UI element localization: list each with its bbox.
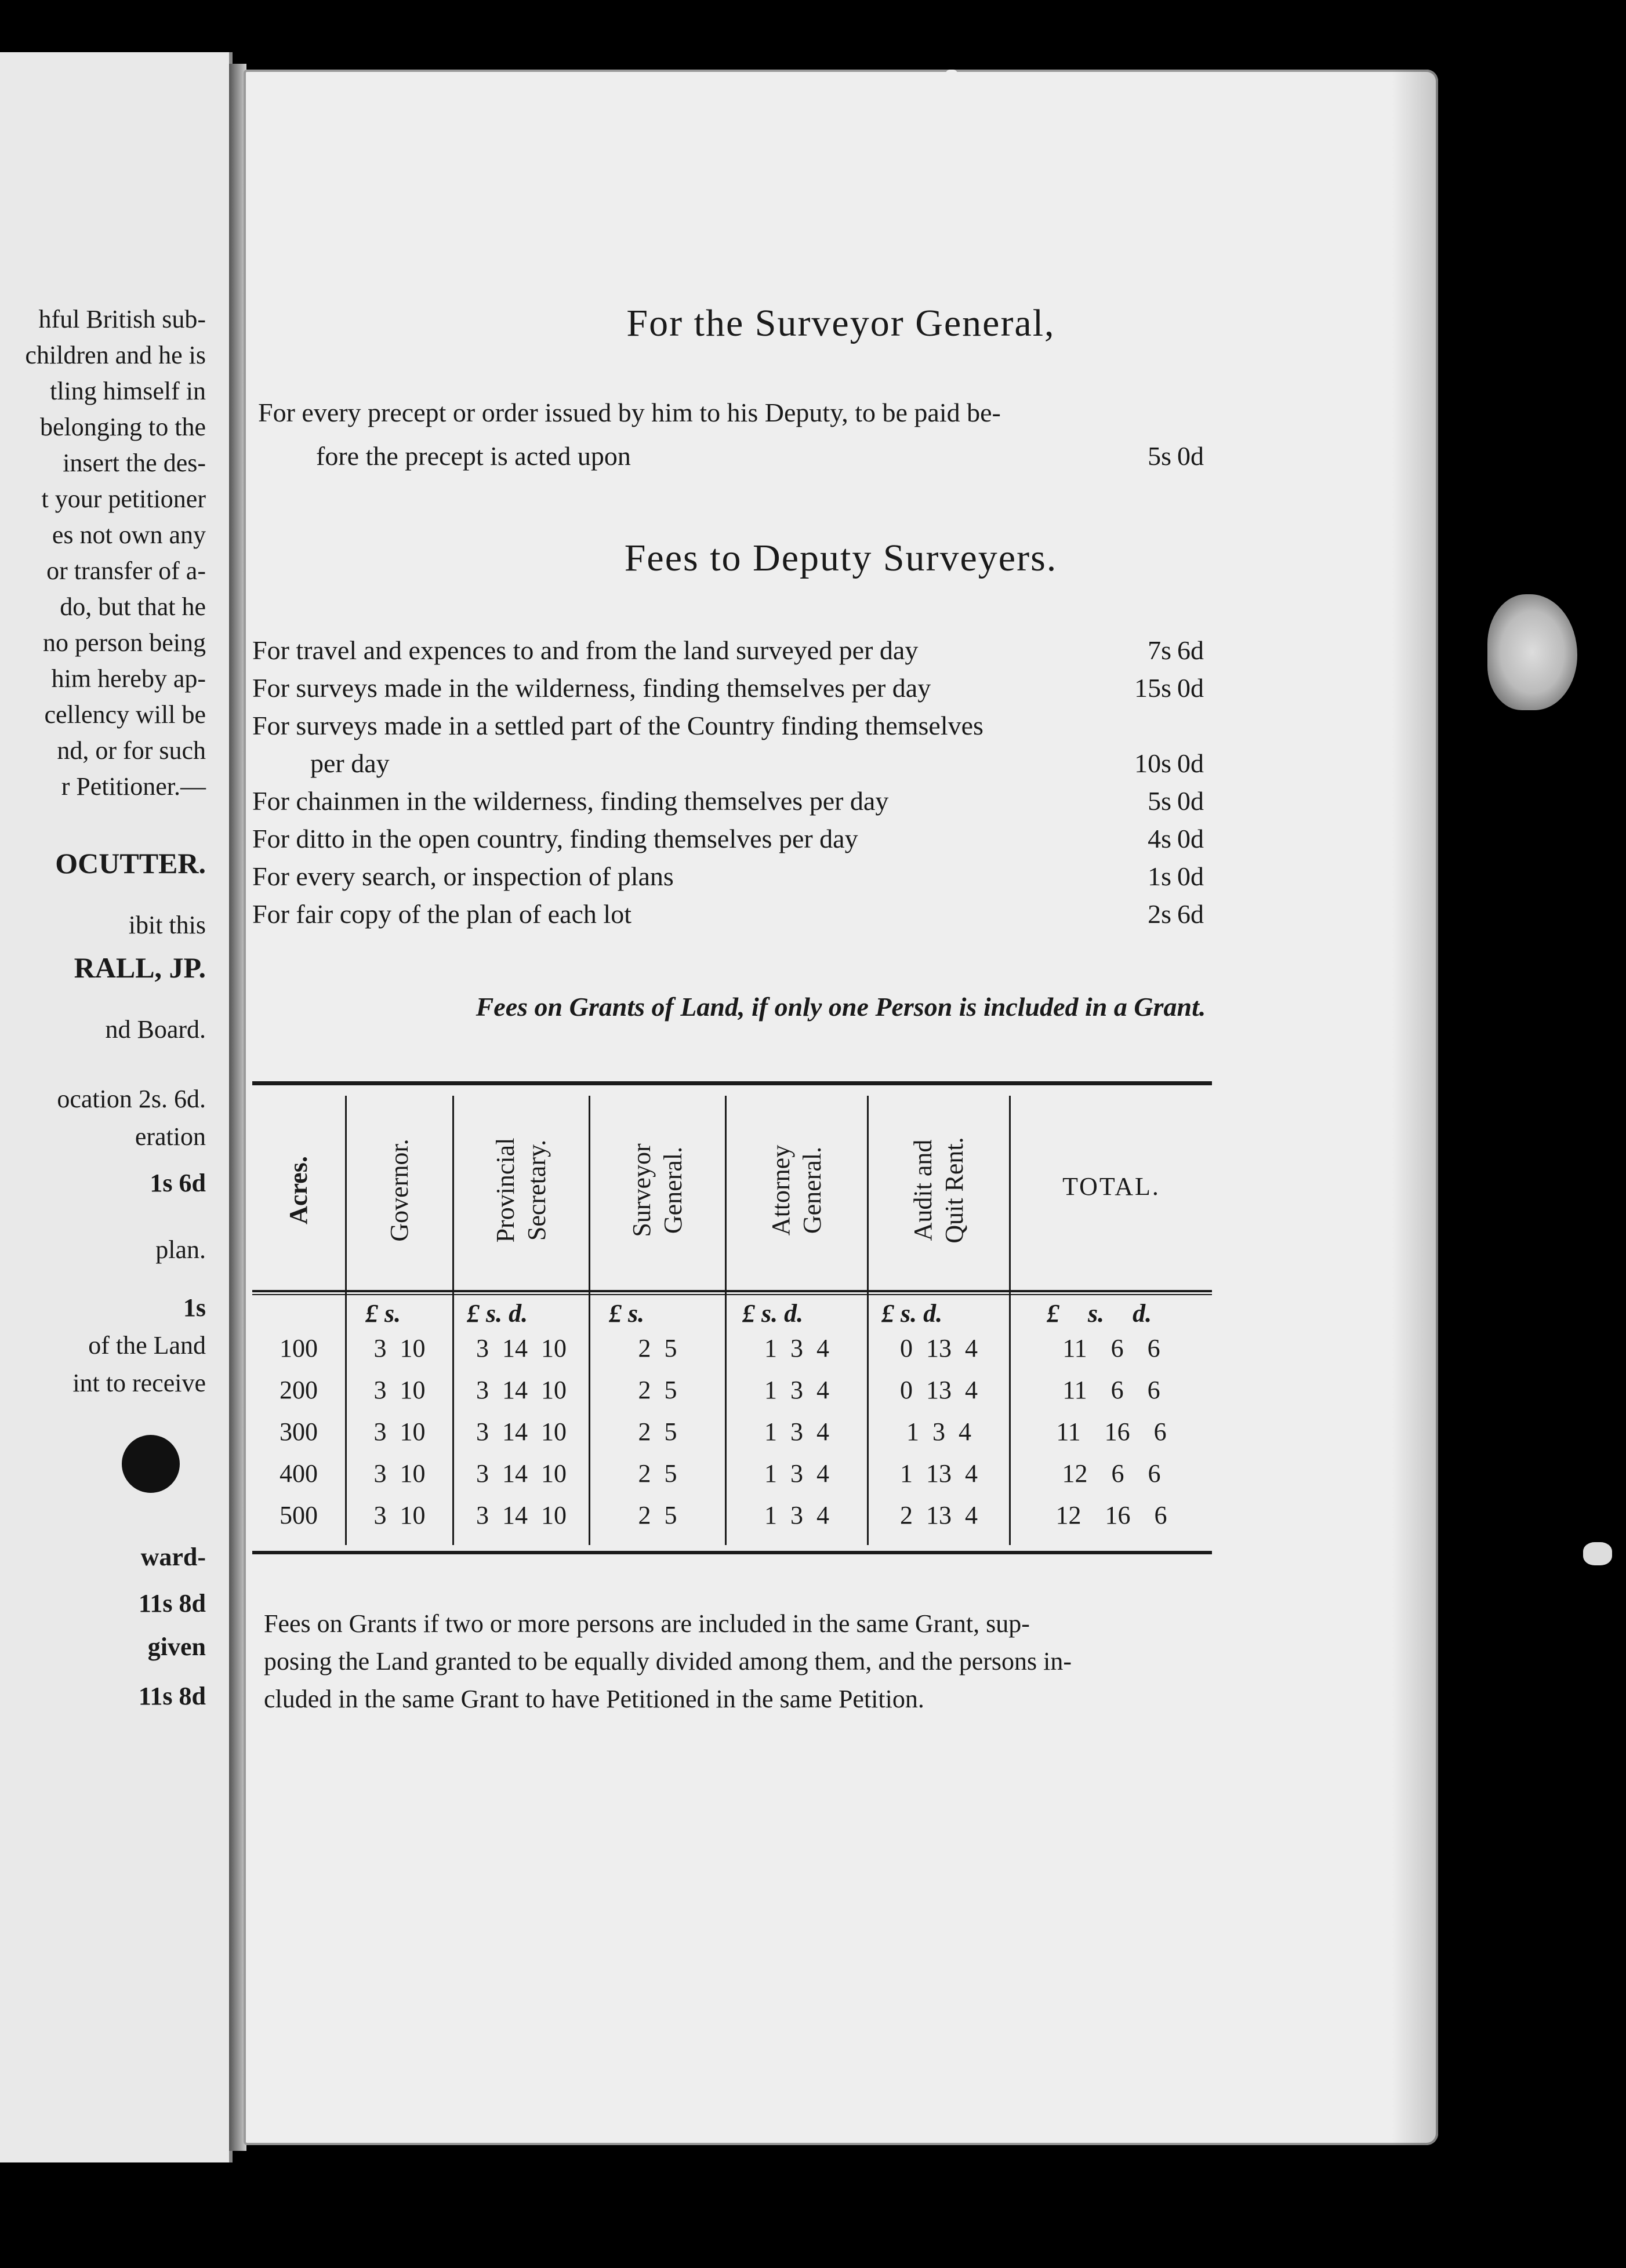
unit-governor: £ s.	[365, 1299, 401, 1328]
cell-audit: 0 13 4	[900, 1376, 978, 1404]
left-cutter: OCUTTER.	[55, 847, 206, 879]
cell-audit: 0 13 4	[900, 1334, 978, 1362]
cell-acres: 200	[280, 1376, 318, 1404]
note-line-3: cluded in the same Grant to have Petitioned in the same Petition.	[264, 1685, 924, 1713]
paper-speck	[1583, 1542, 1612, 1565]
surveyor-general-text-2: fore the precept is acted upon	[316, 441, 631, 471]
left-line: or transfer of a-	[46, 557, 206, 585]
grants-table	[244, 70, 1438, 2145]
cell-governor: 3 10	[373, 1459, 426, 1488]
header-general-line: General.	[798, 1146, 826, 1234]
left-line: children and he is	[25, 341, 206, 369]
surveyor-general-heading: For the Surveyor General,	[626, 302, 1055, 344]
header-audit-line: Audit and	[909, 1139, 937, 1241]
cell-provincial: 3 14 10	[476, 1334, 567, 1362]
header-governor-text: Governor.	[385, 1138, 413, 1242]
cell-provincial: 3 14 10	[476, 1418, 567, 1446]
previous-page	[0, 52, 233, 2162]
header-audit-quit-rent	[869, 1090, 1009, 1290]
header-attorney-general	[727, 1090, 867, 1290]
document-page	[244, 70, 1438, 2145]
header-total: TOTAL.	[1062, 1172, 1160, 1201]
cell-total: 12 16 6	[1055, 1501, 1167, 1529]
cell-acres: 300	[280, 1418, 318, 1446]
header-surveyor-line: Surveyor	[627, 1143, 656, 1237]
surveyor-general-shillings: 5s	[1148, 441, 1171, 471]
left-line: no person being	[42, 628, 206, 657]
left-of-the-land: of the Land	[88, 1331, 206, 1360]
header-governor	[347, 1090, 452, 1290]
header-audit-quit-rent-text	[908, 1137, 970, 1243]
deputy-surveyors-heading: Fees to Deputy Surveyers.	[624, 537, 1058, 579]
cell-governor: 3 10	[373, 1376, 426, 1404]
cell-surveyor: 2 5	[638, 1459, 677, 1488]
deputy-fee-pence: 0d	[1177, 673, 1204, 703]
left-line: insert the des-	[63, 449, 206, 477]
left-amount-3: 11s 8d	[138, 1589, 206, 1618]
cell-surveyor: 2 5	[638, 1376, 677, 1404]
deputy-fee-text: For every search, or inspection of plans	[252, 862, 674, 891]
deputy-fee-pence: 6d	[1177, 635, 1204, 665]
deputy-fee-text: For chainmen in the wilderness, finding themselves per day	[252, 786, 889, 816]
header-surveyor-general	[590, 1090, 725, 1290]
left-rall: RALL, JP.	[74, 951, 206, 984]
cell-total: 11 6 6	[1062, 1376, 1160, 1404]
header-attorney-line: Attorney	[767, 1144, 795, 1235]
cell-audit: 1 3 4	[906, 1418, 971, 1446]
unit-surveyor: £ s.	[609, 1299, 645, 1328]
left-ward: ward-	[140, 1543, 206, 1571]
left-line: tling himself in	[50, 377, 206, 405]
table-header-rule	[252, 1294, 1212, 1295]
header-secretary-line: Secretary.	[522, 1139, 551, 1241]
deputy-fee-shillings: 4s	[1148, 824, 1171, 853]
deputy-fee-text: per day	[310, 748, 390, 778]
header-provincial-secretary	[454, 1090, 589, 1290]
header-attorney-general-text	[765, 1144, 828, 1235]
header-provincial-line: Provincial	[491, 1137, 520, 1242]
ink-blot	[122, 1435, 180, 1493]
unit-provincial: £ s. d.	[467, 1299, 528, 1328]
header-quit-rent-line: Quit Rent.	[940, 1136, 968, 1244]
left-amount-1: 1s 6d	[150, 1169, 206, 1197]
cell-governor: 3 10	[373, 1334, 426, 1362]
table-bottom-rule	[252, 1551, 1212, 1554]
cell-provincial: 3 14 10	[476, 1501, 567, 1529]
header-surveyor-general-text	[626, 1143, 689, 1237]
left-eration: eration	[135, 1122, 206, 1151]
header-provincial-secretary-text	[490, 1137, 553, 1242]
left-line: belonging to the	[40, 413, 206, 441]
previous-page-text	[25, 301, 206, 805]
header-acres-text: Acres.	[284, 1155, 313, 1224]
cell-acres: 100	[280, 1334, 318, 1362]
cell-attorney: 1 3 4	[764, 1459, 829, 1488]
table-header-rule	[252, 1290, 1212, 1292]
deputy-fee-pence: 0d	[1177, 824, 1204, 853]
header-general-line: General.	[659, 1146, 687, 1234]
deputy-fee-pence: 0d	[1177, 748, 1204, 778]
left-board: nd Board.	[105, 1015, 206, 1044]
unit-total: £ s. d.	[1047, 1299, 1152, 1328]
cell-audit: 1 13 4	[900, 1459, 978, 1488]
cell-acres: 500	[280, 1501, 318, 1529]
paper-speck	[945, 70, 958, 82]
note-line-2: posing the Land granted to be equally divided among them, and the persons in-	[264, 1647, 1072, 1675]
left-plan: plan.	[155, 1235, 206, 1264]
cell-audit: 2 13 4	[900, 1501, 978, 1529]
deputy-fee-shillings: 10s	[1134, 748, 1171, 778]
left-line: nd, or for such	[57, 736, 206, 765]
cell-surveyor: 2 5	[638, 1334, 677, 1362]
cell-governor: 3 10	[373, 1418, 426, 1446]
deputy-fee-text: For ditto in the open country, finding themselves per day	[252, 824, 858, 853]
surveyor-general-text-1: For every precept or order issued by him to his Deputy, to be paid be-	[258, 398, 1001, 427]
left-line: him hereby ap-	[51, 664, 206, 693]
deputy-fee-text: For surveys made in the wilderness, finding themselves per day	[252, 673, 931, 703]
left-amount-4: 11s 8d	[138, 1682, 206, 1710]
left-amount-2: 1s	[183, 1293, 206, 1322]
cell-attorney: 1 3 4	[764, 1418, 829, 1446]
left-line: do, but that he	[60, 593, 206, 621]
left-int-to-receive: int to receive	[72, 1369, 206, 1397]
surveyor-general-pence: 0d	[1177, 441, 1204, 471]
left-line: es not own any	[52, 521, 206, 549]
cell-provincial: 3 14 10	[476, 1376, 567, 1404]
deputy-fee-shillings: 7s	[1148, 635, 1171, 665]
cell-total: 11 6 6	[1062, 1334, 1160, 1362]
deputy-fee-pence: 0d	[1177, 862, 1204, 891]
grants-table-caption: Fees on Grants of Land, if only one Person is included in a Grant.	[476, 992, 1206, 1022]
left-line: t your petitioner	[41, 485, 206, 513]
left-line: cellency will be	[44, 700, 206, 729]
note-line-1: Fees on Grants if two or more persons are included in the same Grant, sup-	[264, 1609, 1030, 1638]
paper-stain	[1487, 594, 1577, 710]
header-acres	[252, 1090, 345, 1290]
cell-surveyor: 2 5	[638, 1501, 677, 1529]
left-given: given	[147, 1633, 206, 1661]
cell-total: 11 16 6	[1056, 1418, 1167, 1446]
deputy-fee-text: For fair copy of the plan of each lot	[252, 899, 631, 929]
left-line: r Petitioner.—	[61, 772, 206, 801]
deputy-fee-text: For travel and expences to and from the land surveyed per day	[252, 635, 919, 665]
deputy-fee-shillings: 15s	[1134, 673, 1171, 703]
cell-acres: 400	[280, 1459, 318, 1488]
deputy-fee-pence: 0d	[1177, 786, 1204, 816]
cell-attorney: 1 3 4	[764, 1376, 829, 1404]
deputy-fee-shillings: 5s	[1148, 786, 1171, 816]
left-exhibit: ibit this	[128, 911, 206, 939]
deputy-fee-pence: 6d	[1177, 899, 1204, 929]
unit-attorney: £ s. d.	[742, 1299, 804, 1328]
deputy-fee-text: For surveys made in a settled part of the Country finding themselves	[252, 711, 983, 740]
cell-attorney: 1 3 4	[764, 1334, 829, 1362]
cell-total: 12 6 6	[1062, 1459, 1161, 1488]
unit-audit: £ s. d.	[881, 1299, 943, 1328]
cell-governor: 3 10	[373, 1501, 426, 1529]
cell-provincial: 3 14 10	[476, 1459, 567, 1488]
cell-surveyor: 2 5	[638, 1418, 677, 1446]
deputy-fee-shillings: 2s	[1148, 899, 1171, 929]
left-line: hful British sub-	[38, 305, 206, 333]
left-location: ocation 2s. 6d.	[57, 1085, 206, 1113]
deputy-fee-shillings: 1s	[1148, 862, 1171, 891]
table-top-rule	[252, 1081, 1212, 1085]
cell-attorney: 1 3 4	[764, 1501, 829, 1529]
